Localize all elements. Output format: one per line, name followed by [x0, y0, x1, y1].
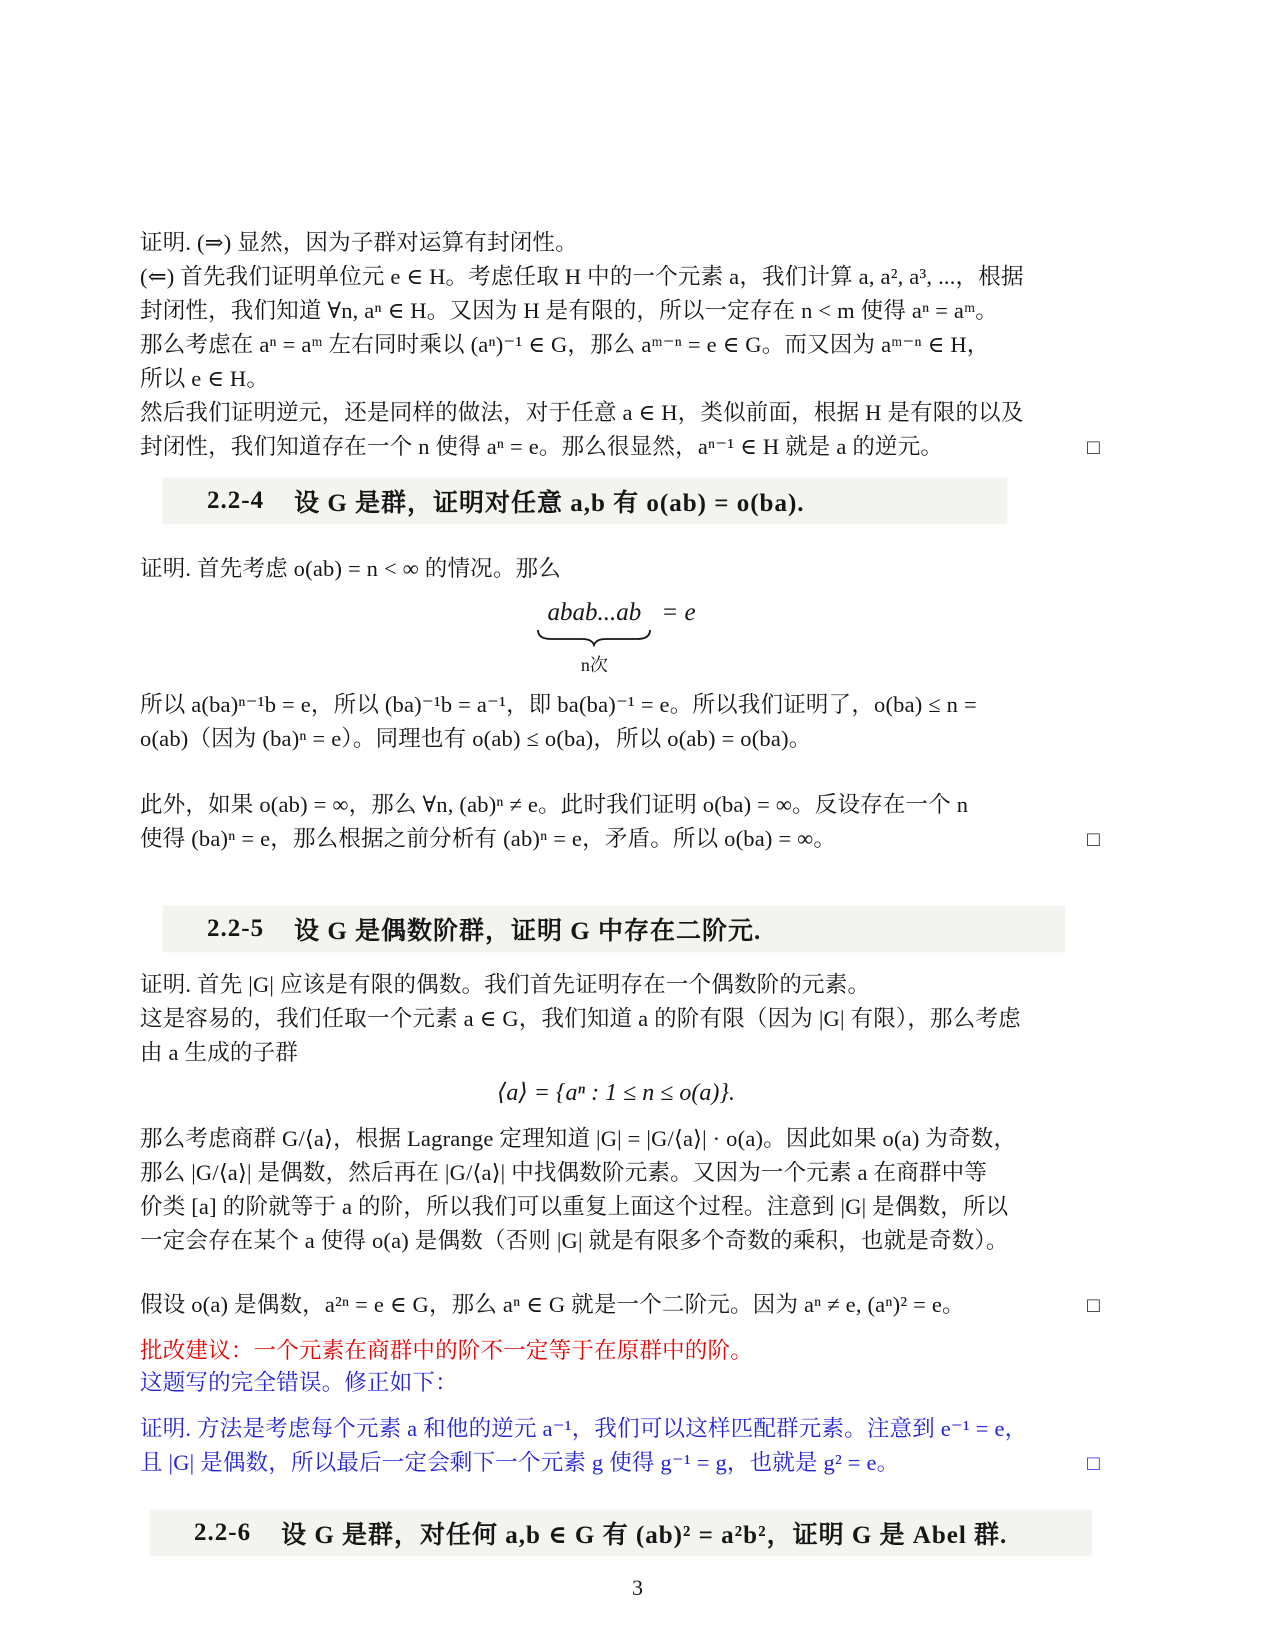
proof-line [140, 1446, 1100, 1480]
proof-line: 所以 a(ba)ⁿ⁻¹b = e，所以 (ba)⁻¹b = a⁻¹，即 ba(ba)⁻¹ = e。所以我们证明了，o(ba) ≤ n = [140, 692, 977, 717]
proof-line: o(ab)（因为 (ba)ⁿ = e）。同理也有 o(ab) ≤ o(ba)，所以 o(ab) = o(ba)。 [140, 726, 812, 751]
qed-symbol: □ [1087, 827, 1100, 851]
grader-comment-blue [140, 1366, 1100, 1400]
proof-line: 证明. 首先考虑 o(ab) = n < ∞ 的情况。那么 [140, 556, 561, 581]
equation-lhs: abab...ab [547, 599, 642, 626]
problem-statement: 设 G 是偶数阶群，证明 G 中存在二阶元. [294, 918, 762, 945]
equation-text: ⟨a⟩ = {aⁿ : 1 ≤ n ≤ o(a)}. [497, 1080, 735, 1106]
proof-line: 证明. 首先 |G| 应该是有限的偶数。我们首先证明存在一个偶数阶的元素。 [140, 972, 871, 997]
display-equation-subgroup [140, 1078, 1092, 1108]
proof-2-2-5-intro [140, 968, 1100, 1070]
qed-symbol: □ [1087, 1451, 1100, 1475]
proof-2-2-3 [140, 226, 1100, 464]
proof-line-text: 使得 (ba)ⁿ = e，那么根据之前分析有 (ab)ⁿ = e，矛盾。所以 o(ba) = ∞。 [140, 826, 837, 851]
proof-line [140, 1288, 1100, 1322]
proof-line-text: 假设 o(a) 是偶数，a²ⁿ = e ∈ G，那么 aⁿ ∈ G 就是一个二阶元。因为 aⁿ ≠ e, (aⁿ)² = e。 [140, 1292, 965, 1317]
proof-line: 那么 |G/⟨a⟩| 是偶数，然后再在 |G/⟨a⟩| 中找偶数阶元素。又因为一个元素 a 在商群中等 [140, 1160, 988, 1185]
page-number: 3 [632, 1575, 643, 1600]
proof-line-text: 且 |G| 是偶数，所以最后一定会剩下一个元素 g 使得 g⁻¹ = g，也就是 g² = e。 [140, 1450, 900, 1475]
problem-heading-2-2-5 [163, 906, 1065, 952]
proof-2-2-5-conclusion [140, 1288, 1100, 1322]
problem-number: 2.2-5 [207, 915, 265, 942]
corrected-proof-2-2-5 [140, 1412, 1100, 1480]
proof-line: 那么考虑在 aⁿ = aᵐ 左右同时乘以 (aⁿ)⁻¹ ∈ G，那么 aᵐ⁻ⁿ = e ∈ G。而又因为 aᵐ⁻ⁿ ∈ H， [140, 332, 990, 357]
proof-line: 然后我们证明逆元，还是同样的做法，对于任意 a ∈ H，类似前面，根据 H 是有限的以及 [140, 400, 1024, 425]
display-equation-underbrace [140, 598, 1092, 677]
problem-number: 2.2-6 [194, 1519, 252, 1546]
equation-rhs: = e [661, 599, 696, 626]
underbrace-group [536, 598, 652, 677]
problem-heading-2-2-6 [150, 1510, 1092, 1556]
correction-blue-text: 这题写的完全错误。修正如下： [140, 1370, 458, 1395]
problem-statement: 设 G 是群，对任何 a,b ∈ G 有 (ab)² = a²b²，证明 G 是 Abel 群. [281, 1522, 1008, 1549]
correction-red-text: 批改建议：一个元素在商群中的阶不一定等于在原群中的阶。 [140, 1338, 753, 1363]
proof-line: 这是容易的，我们任取一个元素 a ∈ G，我们知道 a 的阶有限（因为 |G| 有限），那么考虑 [140, 1006, 1021, 1031]
problem-statement: 设 G 是群，证明对任意 a,b 有 o(ab) = o(ba). [294, 490, 805, 517]
proof-line: 此外，如果 o(ab) = ∞，那么 ∀n, (ab)ⁿ ≠ e。此时我们证明 o(ba) = ∞。反设存在一个 n [140, 792, 969, 817]
qed-symbol: □ [1087, 1293, 1100, 1317]
problem-number: 2.2-4 [207, 487, 265, 514]
proof-line: 封闭性，我们知道 ∀n, aⁿ ∈ H。又因为 H 是有限的，所以一定存在 n < m 使得 aⁿ = aᵐ。 [140, 298, 998, 323]
proof-line-text: 封闭性，我们知道存在一个 n 使得 aⁿ = e。那么很显然，aⁿ⁻¹ ∈ H 就是 a 的逆元。 [140, 434, 944, 459]
proof-line: 价类 [a] 的阶就等于 a 的阶，所以我们可以重复上面这个过程。注意到 |G| 是偶数，所以 [140, 1194, 1009, 1219]
proof-line: 证明. 方法是考虑每个元素 a 和他的逆元 a⁻¹，我们可以这样匹配群元素。注意到 e⁻¹ = e， [140, 1416, 1028, 1441]
proof-line [140, 430, 1100, 464]
grader-comment-red [140, 1334, 1100, 1368]
qed-symbol: □ [1087, 435, 1100, 459]
proof-2-2-4-infinite-case [140, 788, 1100, 856]
underbrace-label: n次 [580, 655, 608, 675]
proof-line: 证明. (⇒) 显然，因为子群对运算有封闭性。 [140, 230, 578, 255]
proof-line: 所以 e ∈ H。 [140, 366, 270, 391]
proof-2-2-5-body [140, 1122, 1100, 1258]
proof-line: 那么考虑商群 G/⟨a⟩，根据 Lagrange 定理知道 |G| = |G/⟨a⟩| · o(a)。因此如果 o(a) 为奇数， [140, 1126, 1017, 1151]
proof-line: 一定会存在某个 a 使得 o(a) 是偶数（否则 |G| 就是有限多个奇数的乘积，也就是奇数）。 [140, 1228, 1009, 1253]
equation-row [536, 598, 695, 677]
underbrace-icon [536, 629, 652, 647]
proof-line: (⇐) 首先我们证明单位元 e ∈ H。考虑任取 H 中的一个元素 a，我们计算 a, a², a³, ...，根据 [140, 264, 1024, 289]
proof-line [140, 822, 1100, 856]
proof-2-2-4-finite-case [140, 688, 1100, 756]
proof-line: 由 a 生成的子群 [140, 1040, 299, 1065]
proof-2-2-4-intro [140, 552, 1100, 586]
problem-heading-2-2-4 [163, 478, 1007, 524]
